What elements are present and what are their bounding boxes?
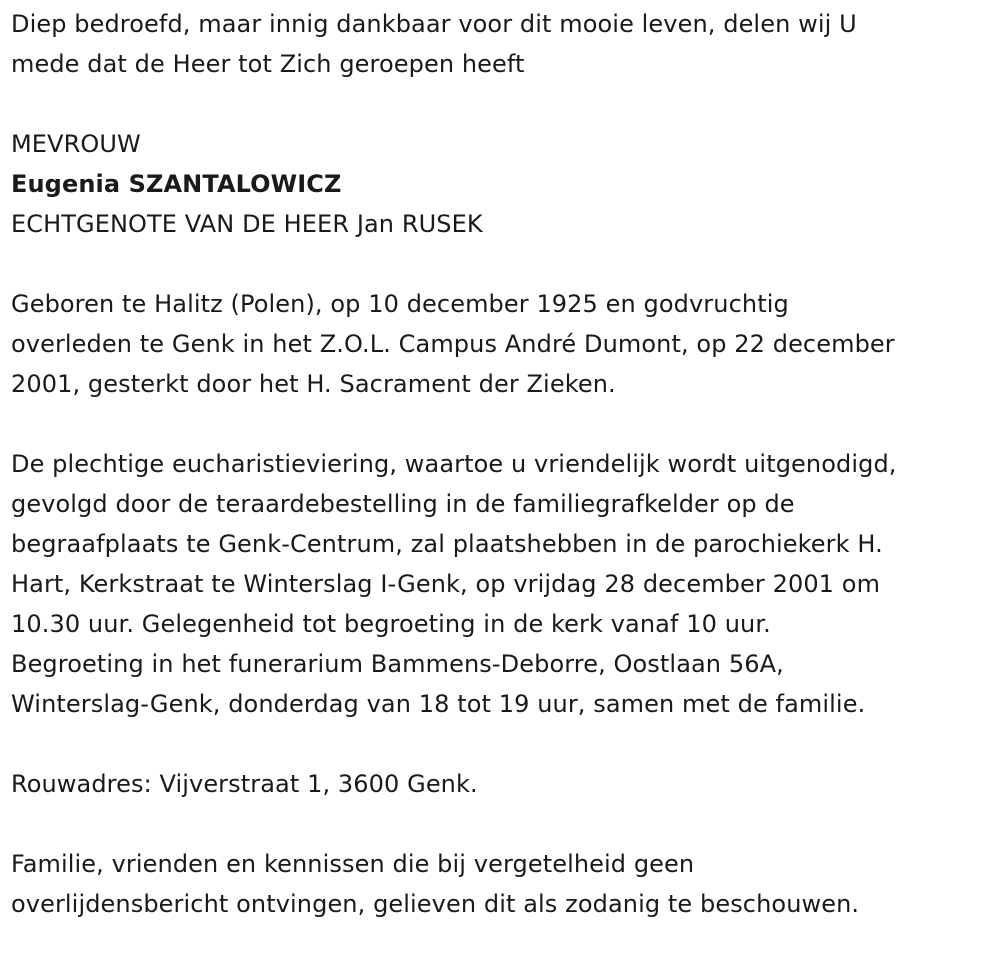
ceremony-line: gevolgd door de teraardebestelling in de familiegrafkelder op de: [11, 490, 795, 518]
birth-death-line: 2001, gesterkt door het H. Sacrament der Zieken.: [11, 370, 616, 398]
birth-death-line: Geboren te Halitz (Polen), op 10 december 1925 en godvruchtig: [11, 290, 789, 318]
ceremony-line: 10.30 uur. Gelegenheid tot begroeting in de kerk vanaf 10 uur.: [11, 610, 771, 638]
deceased-title: MEVROUW: [11, 130, 141, 158]
closing-line: overlijdensbericht ontvingen, gelieven dit als zodanig te beschouwen.: [11, 890, 860, 918]
intro-paragraph: [11, 4, 996, 84]
birth-death-paragraph: [11, 284, 996, 404]
paragraph-gap: [11, 84, 996, 124]
intro-line: Diep bedroefd, maar innig dankbaar voor dit mooie leven, delen wij U: [11, 10, 857, 38]
mourning-address: Rouwadres: Vijverstraat 1, 3600 Genk.: [11, 770, 478, 798]
birth-death-line: overleden te Genk in het Z.O.L. Campus André Dumont, op 22 december: [11, 330, 895, 358]
paragraph-gap: [11, 404, 996, 444]
paragraph-gap: [11, 244, 996, 284]
deceased-spouse: ECHTGENOTE VAN DE HEER Jan RUSEK: [11, 210, 483, 238]
paragraph-gap: [11, 724, 996, 764]
intro-line: mede dat de Heer tot Zich geroepen heeft: [11, 50, 525, 78]
ceremony-line: begraafplaats te Genk-Centrum, zal plaatshebben in de parochiekerk H.: [11, 530, 883, 558]
deceased-block: [11, 124, 996, 244]
address-paragraph: [11, 764, 996, 804]
ceremony-line: Begroeting in het funerarium Bammens-Deborre, Oostlaan 56A,: [11, 650, 784, 678]
ceremony-paragraph: [11, 444, 996, 724]
deceased-name: Eugenia SZANTALOWICZ: [11, 170, 342, 198]
closing-paragraph: [11, 844, 996, 924]
ceremony-line: De plechtige eucharistieviering, waartoe u vriendelijk wordt uitgenodigd,: [11, 450, 897, 478]
ceremony-line: Hart, Kerkstraat te Winterslag I-Genk, op vrijdag 28 december 2001 om: [11, 570, 881, 598]
obituary-notice: [11, 4, 996, 924]
paragraph-gap: [11, 804, 996, 844]
closing-line: Familie, vrienden en kennissen die bij vergetelheid geen: [11, 850, 695, 878]
ceremony-line: Winterslag-Genk, donderdag van 18 tot 19 uur, samen met de familie.: [11, 690, 866, 718]
